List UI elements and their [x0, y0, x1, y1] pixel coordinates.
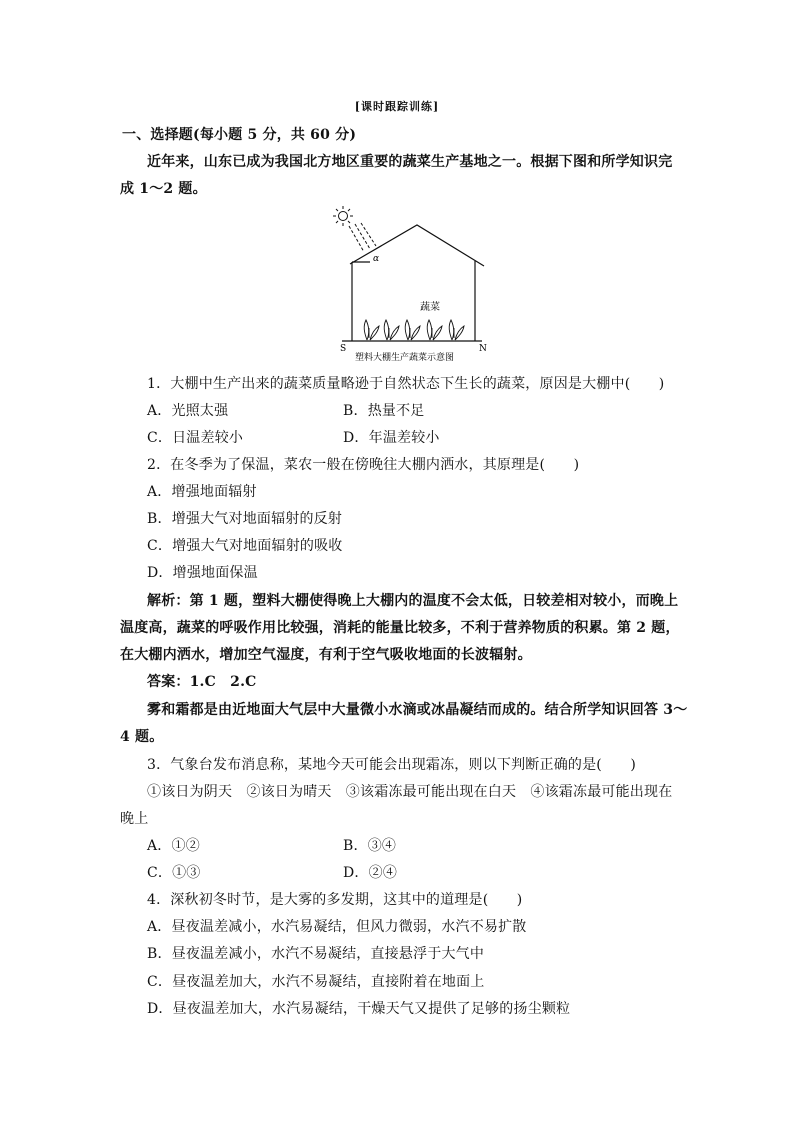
south-label: S: [340, 344, 347, 354]
option-a: A．光照太强: [147, 403, 229, 419]
vegetable-plants: [364, 320, 464, 340]
section-heading: 一、选择题(每小题 5 分，共 60 分): [122, 127, 357, 143]
intro-line: 雾和霜都是由近地面大气层中大量微小水滴或冰晶凝结而成的。结合所学知识回答 3～: [147, 702, 688, 718]
sunlight-rays: [349, 223, 376, 252]
page-title: [课时跟踪训练]: [354, 100, 440, 113]
option-b: B．热量不足: [343, 403, 425, 419]
option-d: D．昼夜温差加大，水汽易凝结，干燥天气又提供了足够的扬尘颗粒: [147, 1001, 571, 1017]
intro-line: 成 1～2 题。: [120, 181, 207, 197]
vegetable-label: 蔬菜: [420, 302, 440, 313]
option-b: B．昼夜温差减小，水汽不易凝结，直接悬浮于大气中: [147, 946, 485, 962]
question-items: 晚上: [120, 811, 149, 827]
option-c: C．①③: [147, 865, 201, 881]
option-d: D．年温差较小: [343, 430, 440, 446]
option-b: B．增强大气对地面辐射的反射: [147, 511, 343, 527]
option-c: C．日温差较小: [147, 430, 244, 446]
greenhouse-diagram: [332, 204, 502, 366]
analysis-text: 解析：第 1 题，塑料大棚使得晚上大棚内的温度不会太低，日较差相对较小，而晚上: [147, 593, 679, 609]
greenhouse-outline: [342, 225, 484, 341]
question-stem: 3．气象台发布消息称，某地今天可能会出现霜冻，则以下判断正确的是( ): [147, 757, 637, 773]
option-c: C．增强大气对地面辐射的吸收: [147, 538, 343, 554]
option-d: D．②④: [343, 865, 398, 881]
option-a: A．昼夜温差减小，水汽易凝结，但风力微弱，水汽不易扩散: [147, 919, 527, 935]
question-items: ①该日为阴天 ②该日为晴天 ③该霜冻最可能出现在白天 ④该霜冻最可能出现在: [147, 784, 673, 800]
option-a: A．①②: [147, 838, 200, 854]
question-stem: 1．大棚中生产出来的蔬菜质量略逊于自然状态下生长的蔬菜，原因是大棚中( ): [147, 376, 665, 392]
north-label: N: [479, 344, 487, 354]
option-d: D．增强地面保温: [147, 565, 258, 581]
figure-caption: 塑料大棚生产蔬菜示意图: [355, 353, 455, 363]
option-a: A．增强地面辐射: [147, 484, 257, 500]
analysis-text: 温度高，蔬菜的呼吸作用比较强，消耗的能量比较多，不利于营养物质的积累。第 2 题，: [120, 620, 680, 636]
intro-line: 近年来，山东已成为我国北方地区重要的蔬菜生产基地之一。根据下图和所学知识完: [147, 154, 673, 170]
answer-text: 答案：1.C 2.C: [147, 674, 257, 690]
sun-icon: [333, 206, 353, 226]
analysis-text: 在大棚内洒水，增加空气湿度，有利于空气吸收地面的长波辐射。: [120, 647, 532, 663]
alpha-label: α: [373, 254, 380, 264]
intro-line: 4 题。: [120, 729, 164, 745]
question-stem: 4．深秋初冬时节，是大雾的多发期，这其中的道理是( ): [147, 892, 523, 908]
question-stem: 2．在冬季为了保温，菜农一般在傍晚往大棚内洒水，其原理是( ): [147, 457, 580, 473]
option-b: B．③④: [343, 838, 397, 854]
option-c: C．昼夜温差加大，水汽不易凝结，直接附着在地面上: [147, 974, 485, 990]
